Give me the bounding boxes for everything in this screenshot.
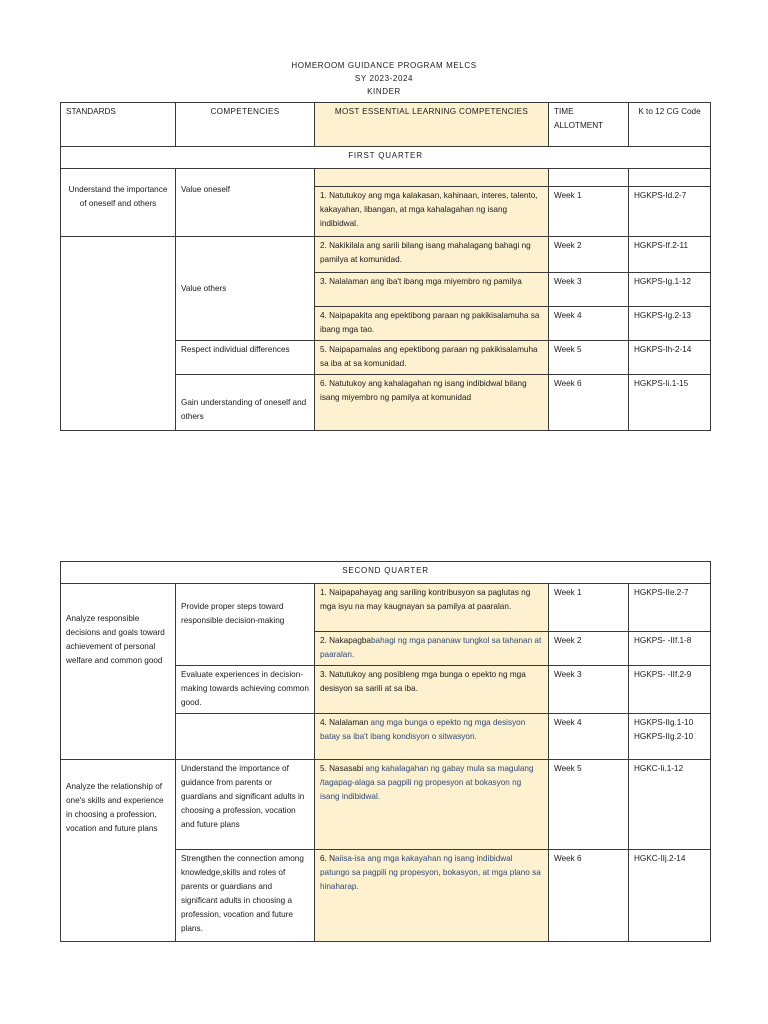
fq-code-6: HGKPS-Ii.1-15 bbox=[629, 375, 711, 431]
sq-code-3: HGKPS- -IIf.2-9 bbox=[629, 666, 711, 714]
sq-week-3: Week 3 bbox=[549, 666, 629, 714]
col-header-competencies: COMPETENCIES bbox=[176, 103, 315, 147]
sq-melc-6 bbox=[315, 850, 549, 942]
fq-code-5: HGKPS-Ih-2-14 bbox=[629, 341, 711, 375]
col-header-time-allotment: TIME ALLOTMENT bbox=[549, 103, 629, 147]
fq-melc-2: 2. Nakikilala ang sarili bilang isang mahalagang bahagi ng pamilya at komunidad. bbox=[315, 237, 549, 273]
fq-standard: Understand the importance of oneself and others bbox=[61, 169, 176, 237]
sq-melc-4-start: 4. Nalalaman bbox=[320, 718, 369, 727]
sq-melc-5 bbox=[315, 760, 549, 850]
sq-code-4a: HGKPS-IIg.1-10 bbox=[634, 718, 694, 727]
fq-week-5: Week 5 bbox=[549, 341, 629, 375]
sq-standard-1: Analyze responsible decisions and goals toward achievement of personal welfare and common good bbox=[61, 584, 176, 760]
second-quarter-table bbox=[60, 561, 711, 942]
fq-competency-value-oneself: Value oneself bbox=[176, 169, 315, 237]
document-title: HOMEROOM GUIDANCE PROGRAM MELCS bbox=[291, 61, 477, 70]
fq-code-4: HGKPS-Ig.2-13 bbox=[629, 307, 711, 341]
sq-melc-4-rest: ang mga bunga o epekto ng mga desisyon batay sa iba't ibang kondisyon o sitwasyon. bbox=[320, 718, 526, 741]
fq-week-1: Week 1 bbox=[549, 187, 629, 237]
sq-week-6: Week 6 bbox=[549, 850, 629, 942]
fq-week-2: Week 2 bbox=[549, 237, 629, 273]
sq-code-4 bbox=[629, 714, 711, 760]
sq-code-1: HGKPS-IIe.2-7 bbox=[629, 584, 711, 632]
fq-competency-respect: Respect individual differences bbox=[176, 341, 315, 375]
sq-code-5: HGKC-Ii.1-12 bbox=[629, 760, 711, 850]
fq-melc-3: 3. Nalalaman ang iba't ibang mga miyembro ng pamilya bbox=[315, 273, 549, 307]
fq-competency-value-others: Value others bbox=[176, 237, 315, 341]
sq-competency-blank bbox=[176, 714, 315, 760]
sq-standard-2: Analyze the relationship of one's skills and experience in choosing a profession, vocation and future plans bbox=[61, 760, 176, 942]
sq-code-4b: HGKPS-IIg.2-10 bbox=[634, 732, 694, 741]
first-quarter-label: FIRST QUARTER bbox=[61, 147, 711, 169]
col-header-standards: STANDARDS bbox=[61, 103, 176, 147]
sq-competency-guidance: Understand the importance of guidance from parents or guardians and significant adults in choosing a profession, vocation and future plans bbox=[176, 760, 315, 850]
fq-code-2: HGKPS-If.2-11 bbox=[629, 237, 711, 273]
sq-melc-5-start: 5. Nasasabi bbox=[320, 764, 364, 773]
fq-melc-1: 1. Natutukoy ang mga kalakasan, kahinaan, interes, talento, kakayahan, libangan, at mga kahalagahan ng isang indibidwal. bbox=[315, 187, 549, 237]
col-header-cg-code: K to 12 CG Code bbox=[629, 103, 711, 147]
school-year: SY 2023-2024 bbox=[354, 74, 414, 83]
sq-week-4: Week 4 bbox=[549, 714, 629, 760]
sq-melc-5-rest: ang kahalagahan ng gabay mula sa magulang /tagapag-alaga sa pagpili ng propesyon at bokasyon ng isang indibidwal. bbox=[320, 764, 534, 801]
fq-code-1: HGKPS-Id.2-7 bbox=[629, 187, 711, 237]
sq-melc-3: 3. Natutukoy ang posibleng mga bunga o epekto ng mga desisyon sa sarili at sa iba. bbox=[315, 666, 549, 714]
col-header-melcs: MOST ESSENTIAL LEARNING COMPETENCIES bbox=[315, 103, 549, 147]
fq-code-3: HGKPS-Ig.1-12 bbox=[629, 273, 711, 307]
fq-standard-blank bbox=[61, 237, 176, 431]
fq-code-spacer bbox=[629, 169, 711, 187]
sq-week-1: Week 1 bbox=[549, 584, 629, 632]
sq-melc-2-rest: bahagi ng mga pananaw tungkol sa tahanan at paaralan. bbox=[320, 636, 542, 659]
sq-melc-4 bbox=[315, 714, 549, 760]
sq-competency-decision-steps: Provide proper steps toward responsible decision-making bbox=[176, 584, 315, 666]
fq-melc-spacer bbox=[315, 169, 549, 187]
sq-competency-strengthen: Strengthen the connection among knowledge,skills and roles of parents or guardians and significant adults in choosing a profession, vocation and future plans. bbox=[176, 850, 315, 942]
fq-week-4: Week 4 bbox=[549, 307, 629, 341]
fq-competency-gain-understanding: Gain understanding of oneself and others bbox=[176, 375, 315, 431]
sq-melc-2-start: 2. Nakapagba bbox=[320, 636, 371, 645]
sq-week-2: Week 2 bbox=[549, 632, 629, 666]
sq-melc-1: 1. Naipapahayag ang sariling kontribusyon sa paglutas ng mga isyu na may kaugnayan sa pamilya at paaralan. bbox=[315, 584, 549, 632]
fq-week-6: Week 6 bbox=[549, 375, 629, 431]
grade-level: KINDER bbox=[367, 87, 401, 96]
sq-melc-6-start: 6. N bbox=[320, 854, 336, 863]
sq-code-6: HGKC-IIj.2-14 bbox=[629, 850, 711, 942]
second-quarter-label: SECOND QUARTER bbox=[61, 562, 711, 584]
sq-competency-evaluate: Evaluate experiences in decision-making towards achieving common good. bbox=[176, 666, 315, 714]
fq-melc-4: 4. Naipapakita ang epektibong paraan ng pakikisalamuha sa ibang mga tao. bbox=[315, 307, 549, 341]
fq-melc-5: 5. Naipapamalas ang epektibong paraan ng pakikisalamuha sa iba at sa komunidad. bbox=[315, 341, 549, 375]
fq-melc-6: 6. Natutukoy ang kahalagahan ng isang indibidwal bilang isang miyembro ng pamilya at komunidad bbox=[315, 375, 549, 431]
fq-week-spacer bbox=[549, 169, 629, 187]
sq-code-2: HGKPS- -IIf.1-8 bbox=[629, 632, 711, 666]
sq-week-5: Week 5 bbox=[549, 760, 629, 850]
fq-week-3: Week 3 bbox=[549, 273, 629, 307]
sq-melc-2 bbox=[315, 632, 549, 666]
sq-melc-6-rest: aiisa-isa ang mga kakayahan ng isang indibidwal patungo sa pagpili ng propesyon, bokasyon, at mga plano sa hinaharap. bbox=[320, 854, 541, 891]
first-quarter-table bbox=[60, 102, 711, 431]
